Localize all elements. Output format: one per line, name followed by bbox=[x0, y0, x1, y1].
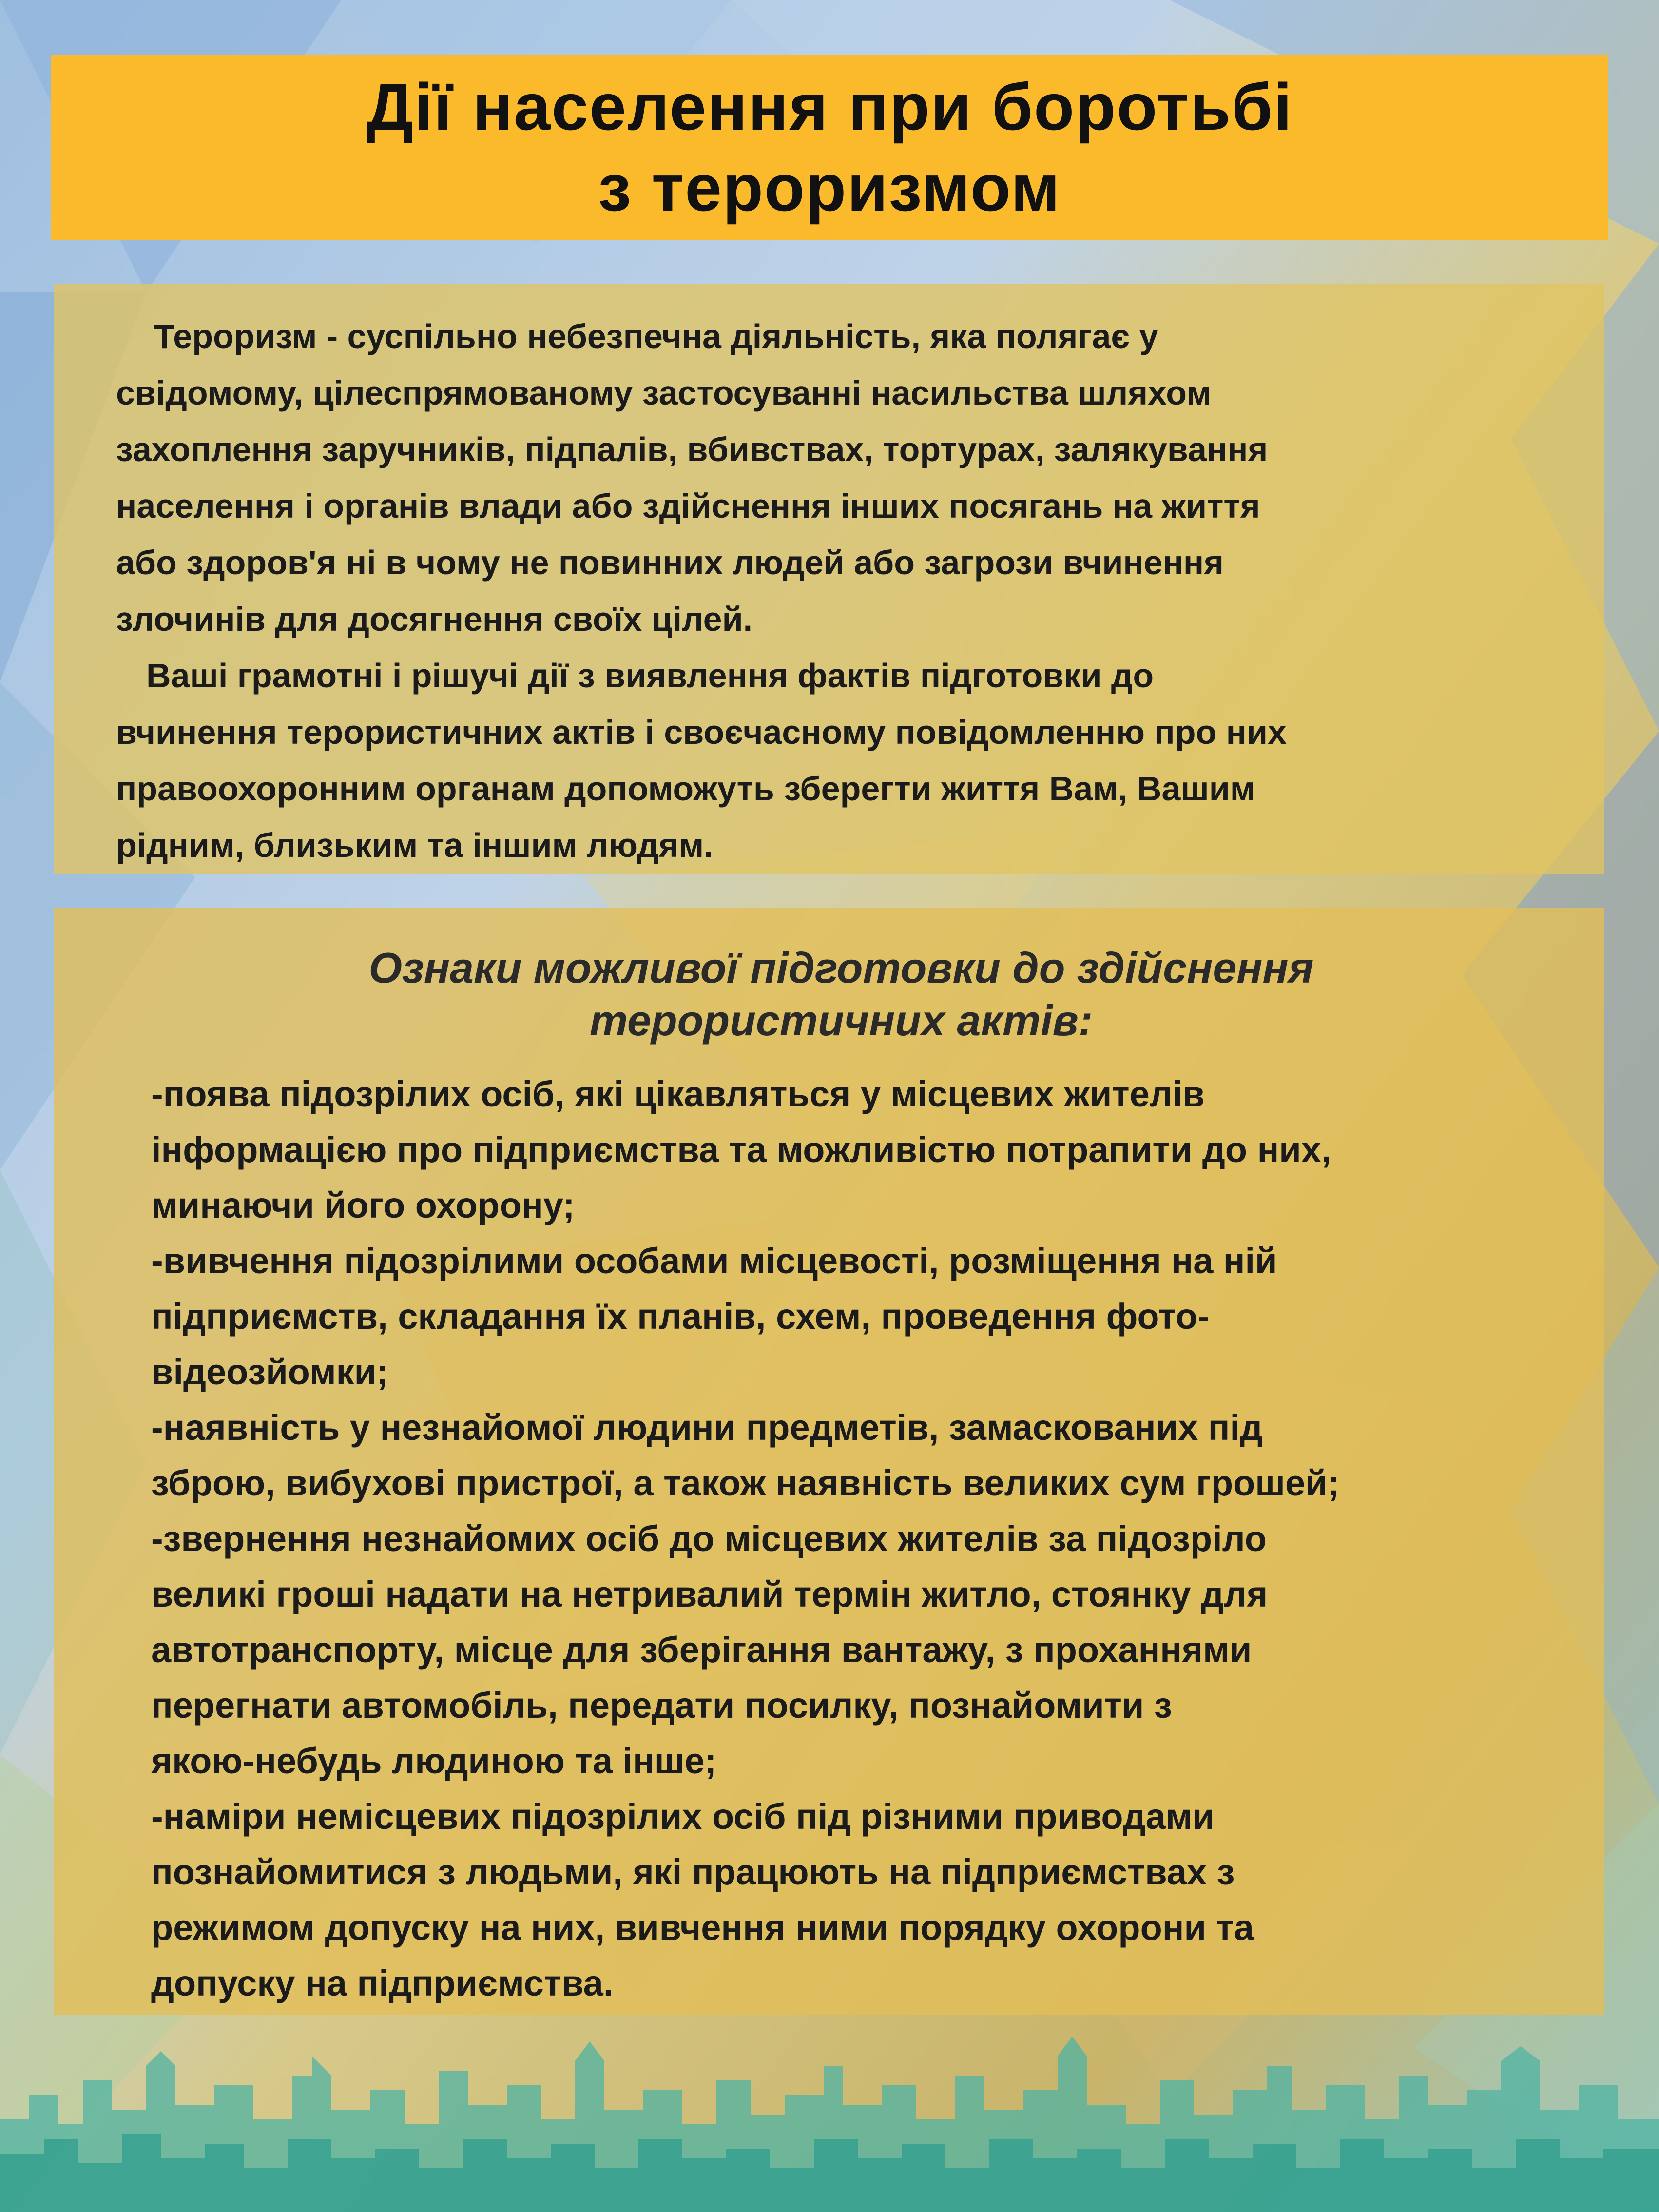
signs-heading-line-2: терористичних актів: bbox=[589, 996, 1093, 1045]
signs-heading-line-1: Ознаки можливої підготовки до здійснення bbox=[368, 944, 1314, 992]
sign-item: -наявність у незнайомої людини предметів, замаскованих під зброю, вибухові пристрої, а також наявність великих сум грошей; bbox=[151, 1407, 1340, 1503]
sign-item: -поява підозрілих осіб, які цікавляться у місцевих жителів інформацією про підприємства та можливістю потрапити до них, минаючи його охорону; bbox=[151, 1074, 1331, 1225]
sign-item: -вивчення підозрілими особами місцевості, розміщення на ній підприємств, складання їх планів, схем, проведення фото- відеозйомки; bbox=[151, 1241, 1277, 1392]
sign-item: -звернення незнайомих осіб до місцевих жителів за підозріло великі гроші надати на нетривалий термін житло, стоянку для автотранспорту, місце для зберігання вантажу, з проханнями перегнати автомобіль, передати посилку, познайомити з якою-небудь людиною та інше; bbox=[151, 1518, 1268, 1781]
intro-paragraph-2: Ваші грамотні і рішучі дії з виявлення фактів підготовки до вчинення терористичних актів і своєчасному повідомленню про них правоохоронним органам допоможуть зберегти життя Вам, Вашим рідним, близьким та іншим людям. bbox=[116, 657, 1287, 864]
city-skyline-illustration bbox=[0, 2007, 1659, 2212]
sign-item: -наміри немісцевих підозрілих осіб під різними приводами познайомитися з людьми, які працюють на підприємствах з режимом допуску на них, вивчення ними порядку охорони та допуску на підприємства. bbox=[151, 1796, 1254, 2003]
intro-paragraph-1: Тероризм - суспільно небезпечна діяльність, яка полягає у свідомому, цілеспрямованому застосуванні насильства шляхом захоплення заручників, підпалів, вбивствах, тортурах, залякування населення і органів влади або здійснення інших посягань на життя або здоров'я ні в чому не повинних людей або загрози вчинення злочинів для досягнення своїх цілей. bbox=[116, 317, 1268, 638]
signs-panel bbox=[54, 908, 1604, 2015]
title-line-2: з тероризмом bbox=[598, 151, 1061, 225]
signs-heading bbox=[107, 942, 1575, 1047]
intro-panel bbox=[54, 284, 1604, 874]
title-banner bbox=[51, 55, 1608, 240]
title-line-1: Дії населення при боротьбі bbox=[366, 70, 1293, 144]
